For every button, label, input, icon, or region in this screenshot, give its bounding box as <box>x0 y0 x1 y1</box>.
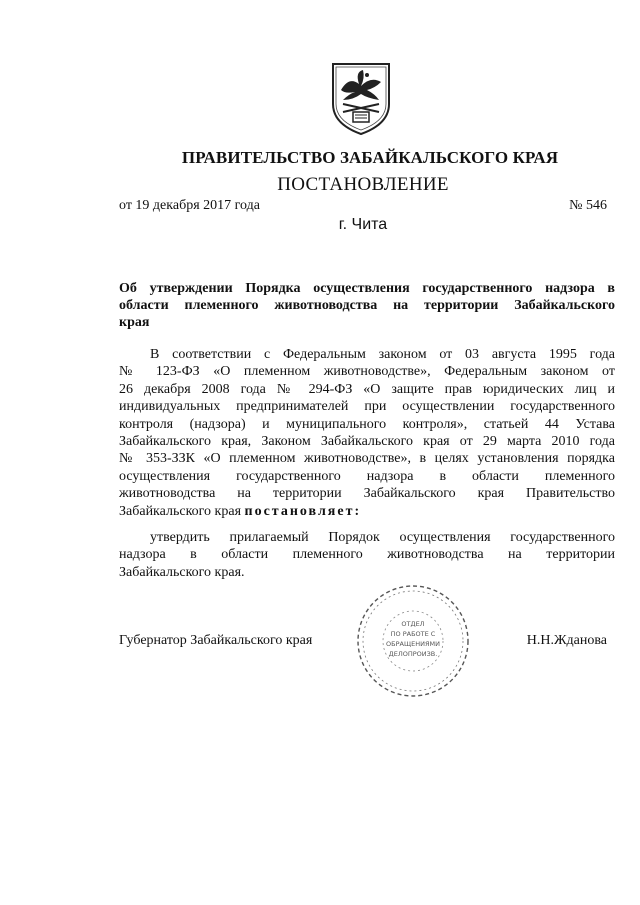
preamble-line: Забайкальского края, Законом Забайкальского края от 29 марта 2010 года <box>119 434 615 450</box>
stamp-text: ОТДЕЛ <box>401 620 425 628</box>
document-subject <box>119 280 615 331</box>
resolution-keyword: постановляет: <box>244 503 362 519</box>
preamble-line: № 353-ЗЗК «О племенном животноводстве», в целях установления порядка <box>119 451 615 467</box>
organization-title: ПРАВИТЕЛЬСТВО ЗАБАЙКАЛЬСКОГО КРАЯ <box>181 148 559 167</box>
preamble-line: В соответствии с Федеральным законом от 03 августа 1995 года <box>150 347 615 362</box>
official-stamp <box>354 582 472 700</box>
coat-of-arms-emblem <box>329 60 393 136</box>
document-number: № 546 <box>569 198 607 213</box>
resolution-line: надзора в области племенного животноводства на территории <box>119 547 615 563</box>
document-type: ПОСТАНОВЛЕНИЕ <box>277 174 449 195</box>
document-date: от 19 декабря 2017 года <box>119 198 260 213</box>
subject-line: области племенного животноводства на территории Забайкальского <box>119 298 615 313</box>
resolution-line: Забайкальского края. <box>119 564 245 580</box>
signatory-name: Н.Н.Жданова <box>526 633 607 648</box>
resolution-line: утвердить прилагаемый Порядок осуществления государственного <box>150 530 615 546</box>
preamble-line: индивидуальных предпринимателей при осуществлении государственного <box>119 399 615 415</box>
document-body <box>119 346 615 581</box>
preamble-line: животноводства на территории Забайкальского края Правительство <box>119 486 615 502</box>
preamble-line: 26 декабря 2008 года № 294-ФЗ «О защите прав юридических лиц и <box>119 381 615 397</box>
stamp-text: ОБРАЩЕНИЯМИ <box>386 640 440 648</box>
subject-line: края <box>119 315 150 330</box>
preamble-line: осуществления государственного надзора в области племенного <box>119 468 615 484</box>
subject-line: Об утверждении Порядка осуществления государственного надзора в <box>119 281 615 296</box>
document-city: г. Чита <box>338 216 388 233</box>
stamp-text: ПО РАБОТЕ С <box>390 630 436 638</box>
signatory-position: Губернатор Забайкальского края <box>119 633 313 648</box>
preamble-final-prefix: Забайкальского края <box>119 503 245 519</box>
preamble-line: контроля (надзора) и муниципального контроля», статьей 44 Устава <box>119 416 615 432</box>
preamble-line: № 123-ФЗ «О племенном животноводстве», Федеральным законом от <box>119 364 615 380</box>
preamble-final-line <box>119 503 615 520</box>
stamp-text: ДЕЛОПРОИЗВ. <box>388 650 438 658</box>
